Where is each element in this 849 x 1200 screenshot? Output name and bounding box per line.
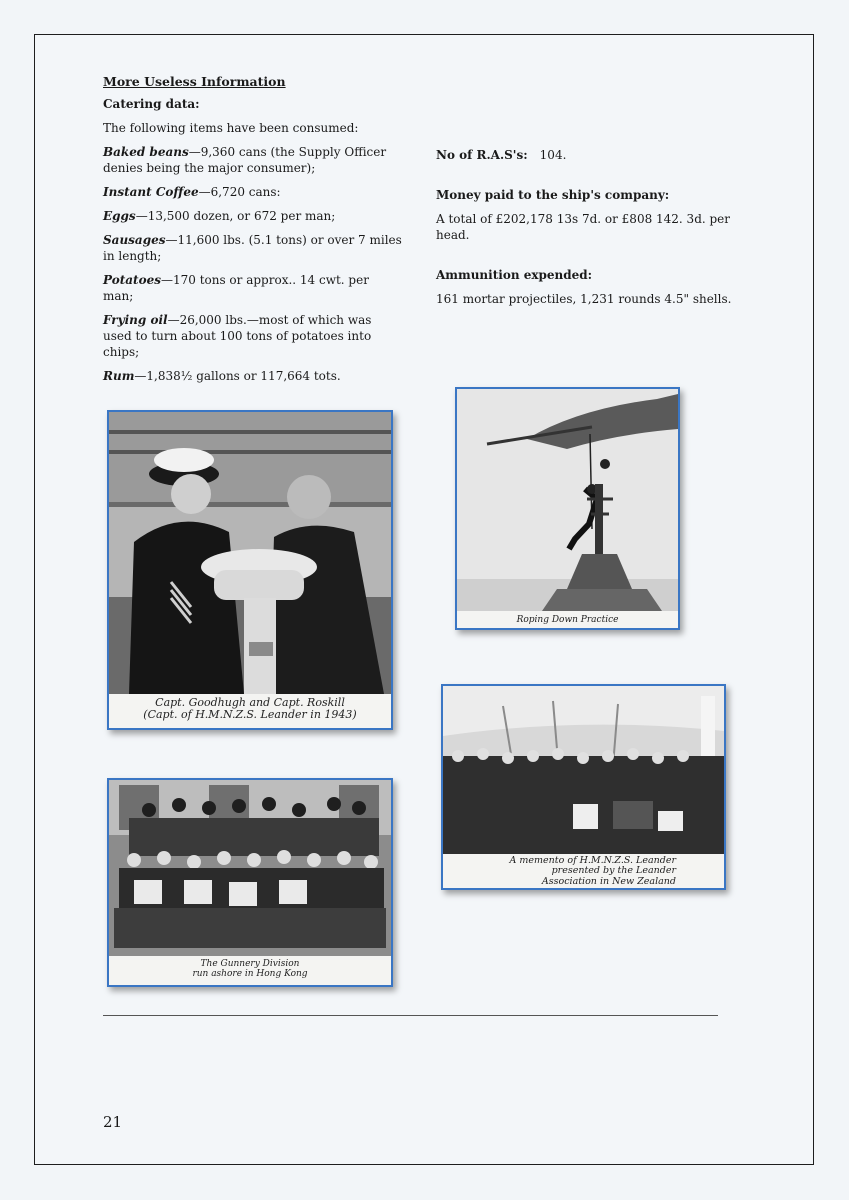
item-label: Eggs xyxy=(103,209,136,223)
caption-line: Association in New Zealand xyxy=(541,875,676,887)
caption-line: presented by the Leander xyxy=(551,865,676,877)
gunnery-caption xyxy=(109,956,391,987)
ammo-title: Ammunition expended: xyxy=(436,268,593,282)
item-text: —13,500 dozen, or 672 per man; xyxy=(135,209,336,223)
list-item xyxy=(103,144,403,176)
horizontal-rule xyxy=(103,1015,718,1016)
caption-line: A memento of H.M.N.Z.S. Leander xyxy=(509,855,676,866)
money-block xyxy=(436,187,766,243)
section-heading: More Useless Information xyxy=(103,74,286,89)
memento-image xyxy=(443,686,724,854)
caption-line: The Gunnery Division xyxy=(200,959,300,969)
photo-captains xyxy=(107,410,393,730)
roping-image xyxy=(457,389,678,611)
item-label: Frying oil xyxy=(103,313,168,327)
money-title: Money paid to the ship's company: xyxy=(436,188,670,202)
caption-line: Capt. Goodhugh and Capt. Roskill xyxy=(155,696,345,709)
item-label: Instant Coffee xyxy=(103,185,199,199)
ammo-block xyxy=(436,267,766,307)
roping-caption xyxy=(457,611,678,630)
list-item xyxy=(103,232,403,264)
captains-caption xyxy=(109,694,391,730)
ras-row xyxy=(436,147,766,163)
list-item xyxy=(103,208,403,224)
list-item xyxy=(103,312,403,360)
intro-text: The following items have been consumed: xyxy=(103,121,359,135)
list-item xyxy=(103,368,403,384)
photo-gunnery xyxy=(107,778,393,987)
caption-line: (Capt. of H.M.N.Z.S. Leander in 1943) xyxy=(143,708,357,722)
caption-line: Roping Down Practice xyxy=(516,615,619,625)
gunnery-image xyxy=(109,780,391,956)
money-text: A total of £202,178 13s 7d. or £808 142. 3d. per head. xyxy=(436,212,731,242)
item-label: Baked beans xyxy=(103,145,189,159)
left-column xyxy=(103,74,403,392)
item-label: Sausages xyxy=(103,233,166,247)
ammo-text: 161 mortar projectiles, 1,231 rounds 4.5" shells. xyxy=(436,292,732,306)
item-text: —6,720 cans: xyxy=(198,185,281,199)
list-item xyxy=(103,272,403,304)
photo-roping xyxy=(455,387,680,630)
item-text: —1,838½ gallons or 117,664 tots. xyxy=(134,369,341,383)
catering-title: Catering data: xyxy=(103,97,200,111)
list-item xyxy=(103,184,403,200)
ras-value: 104. xyxy=(539,148,567,162)
page-number: 21 xyxy=(103,1113,123,1131)
item-text: —9,360 cans (the Supply Officer denies being the major consumer); xyxy=(103,145,387,175)
right-column xyxy=(436,147,766,307)
item-text: —26,000 lbs.—most of which was used to turn about 100 tons of potatoes into chips; xyxy=(103,313,372,359)
caption-line: run ashore in Hong Kong xyxy=(192,968,308,979)
captains-image xyxy=(109,412,391,694)
item-label: Potatoes xyxy=(103,273,161,287)
ras-label: No of R.A.S's: xyxy=(436,148,528,162)
photo-memento xyxy=(441,684,726,890)
item-label: Rum xyxy=(103,369,135,383)
memento-caption xyxy=(443,854,724,890)
item-text: —170 tons or approx.. 14 cwt. per man; xyxy=(103,273,369,303)
item-text: —11,600 lbs. (5.1 tons) or over 7 miles in length; xyxy=(103,233,402,263)
